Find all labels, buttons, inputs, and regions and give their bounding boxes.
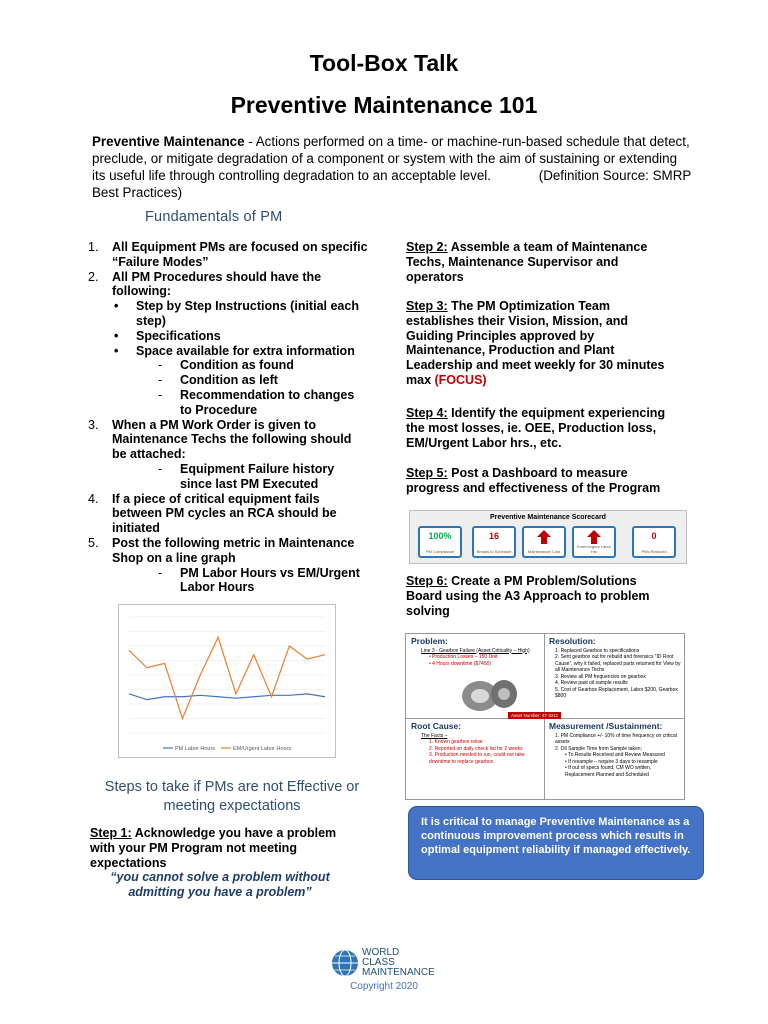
scorecard-tile: Emer/Urgent Labor Hrs bbox=[572, 526, 616, 558]
globe-icon bbox=[330, 948, 360, 978]
scorecard-tile: Maintenance Cost bbox=[522, 526, 566, 558]
scorecard-title: Preventive Maintenance Scorecard bbox=[490, 514, 606, 521]
quote: “you cannot solve a problem without admitting you have a problem” bbox=[110, 870, 330, 899]
list-item: 5. Post the following metric in Maintenance Shop on a line graph bbox=[88, 535, 355, 565]
logo-line-1: WORLD bbox=[362, 947, 400, 958]
up-arrow-icon bbox=[537, 530, 551, 544]
list-item: 2. All PM Procedures should have the following: bbox=[88, 269, 322, 299]
step-1-label: Step 1: bbox=[90, 826, 132, 840]
a3-problem: Problem: Line 3 - Gearbox Failure (Asset Criticality – High) • Production Losses – 150 Unit • 4 Hours downtime ($7450) bbox=[411, 636, 530, 667]
step-6-text: Create a PM Problem/Solutions Board using the A3 Approach to problem solving bbox=[406, 574, 650, 618]
legend-label: PM Labor Hours bbox=[175, 746, 216, 752]
definition-text: - Actions performed on a time- or machine-run-based schedule that detect, preclude, or mitigate degradation of a component or system with the aim of sustaining or extending its useful life through controlling degradation to an acceptable level. bbox=[92, 134, 690, 183]
a3-resolution: Resolution: 1. Replaced Gearbox to specifications 2. Sent gearbox out for rebuild and forensics “ID Root Cause”, why it failed, replaced parts returned for View by all Maintenance Techs 3. Review all PM frequencies on gearbox 4. Review past oil sample results 5. Cost of Gearbox Replacement, Labor $200, Gearbox $800 bbox=[549, 636, 681, 699]
pm-scorecard bbox=[409, 510, 687, 564]
list-subitem: - Recommendation to changes to Procedure bbox=[158, 387, 355, 417]
step-5 bbox=[406, 466, 666, 496]
fundamentals-list bbox=[88, 240, 368, 595]
a3-root-cause: Root Cause: The Facts – 1. Known gearbox noise 2. Reported on daily check list for 2 weeks 3. Production needed to run, could not take downtime to replace gearbox bbox=[411, 721, 525, 765]
line-chart-svg bbox=[119, 605, 335, 757]
series-line bbox=[129, 637, 325, 718]
definition-source: (Definition Source: SMRP Best Practices) bbox=[92, 168, 692, 200]
list-subitem: - Condition as found bbox=[158, 358, 294, 373]
definition-term: Preventive Maintenance bbox=[92, 134, 245, 149]
list-item: 4. If a piece of critical equipment fails between PM cycles an RCA should be initiated bbox=[88, 491, 337, 536]
step-1-text: Acknowledge you have a problem with your PM Program not meeting expectations bbox=[90, 826, 337, 870]
step-2-label: Step 2: bbox=[406, 240, 448, 254]
pm-definition bbox=[92, 133, 692, 201]
step-4 bbox=[406, 406, 666, 450]
legend-label: EM/Urgent Labor Hours bbox=[233, 746, 292, 752]
list-subitem: - Equipment Failure history since last PM Executed bbox=[158, 461, 335, 491]
step-6 bbox=[406, 574, 666, 618]
callout-box: It is critical to manage Preventive Maintenance as a continuous improvement process which results in optimal equipment reliability if managed effectively. bbox=[408, 806, 704, 880]
list-bullet: • Specifications bbox=[114, 328, 221, 343]
scorecard-tile: 100% PM Compliance bbox=[418, 526, 462, 558]
list-item: 3. When a PM Work Order is given to Maintenance Techs the following should be attached: bbox=[88, 417, 352, 462]
step-2-text: Assemble a team of Maintenance Techs, Maintenance Supervisor and operators bbox=[406, 240, 648, 284]
scorecard-tile: 16 Breaks to Schedule bbox=[472, 526, 516, 558]
list-bullet: • Space available for extra information bbox=[114, 343, 355, 358]
step-2 bbox=[406, 240, 666, 284]
document-title: Tool-Box Talk bbox=[309, 50, 459, 76]
step-3-text: The PM Optimization Team establishes their Vision, Mission, and Guiding Principles approved by Maintenance, Production and Plant Leadership and meet weekly for 30 minutes max bbox=[406, 299, 665, 387]
labor-hours-chart bbox=[118, 604, 336, 758]
step-4-label: Step 4: bbox=[406, 406, 448, 420]
series-line bbox=[129, 694, 325, 700]
copyright: Copyright 2020 bbox=[350, 981, 418, 992]
document-subtitle: Preventive Maintenance 101 bbox=[230, 92, 538, 118]
gearbox-photo bbox=[458, 676, 520, 712]
step-5-label: Step 5: bbox=[406, 466, 448, 480]
focus-highlight: (FOCUS) bbox=[434, 372, 487, 387]
fundamentals-heading: Fundamentals of PM bbox=[145, 209, 283, 225]
scorecard-tile: 0 PMs Reduced bbox=[632, 526, 676, 558]
step-6-label: Step 6: bbox=[406, 574, 448, 588]
list-item: 1. All Equipment PMs are focused on specific “Failure Modes” bbox=[88, 240, 368, 269]
step-3-label: Step 3: bbox=[406, 299, 448, 313]
list-bullet: • Step by Step Instructions (initial each step) bbox=[114, 299, 359, 328]
logo-line-2: CLASS bbox=[362, 957, 395, 968]
steps-heading: Steps to take if PMs are not Effective or meeting expectations bbox=[104, 779, 360, 814]
list-subitem: - PM Labor Hours vs EM/Urgent Labor Hours bbox=[158, 565, 360, 595]
logo-line-3: MAINTENANCE bbox=[362, 967, 435, 978]
step-4-text: Identify the equipment experiencing the most losses, ie. OEE, Production loss, EM/Urgent Labor hrs., etc. bbox=[406, 406, 666, 450]
a3-measurement: Measurement /Sustainment: 1. PM Compliance +/- 10% of time frequency on critical assets 2. Oil Sample Time from Sample taken; • To Results Received and Review Measured • If resample – require 3 days to resample • If out of specs found, CM WO written, Replacement Planned and Scheduled bbox=[549, 721, 677, 778]
asset-number-tag: Asset Number: 47-3211 bbox=[508, 712, 561, 719]
step-1 bbox=[90, 826, 350, 870]
step-3 bbox=[406, 299, 666, 388]
step-5-text: Post a Dashboard to measure progress and effectiveness of the Program bbox=[406, 466, 661, 495]
a3-board bbox=[405, 633, 685, 800]
up-arrow-icon bbox=[587, 530, 601, 544]
list-subitem: - Condition as left bbox=[158, 373, 278, 388]
